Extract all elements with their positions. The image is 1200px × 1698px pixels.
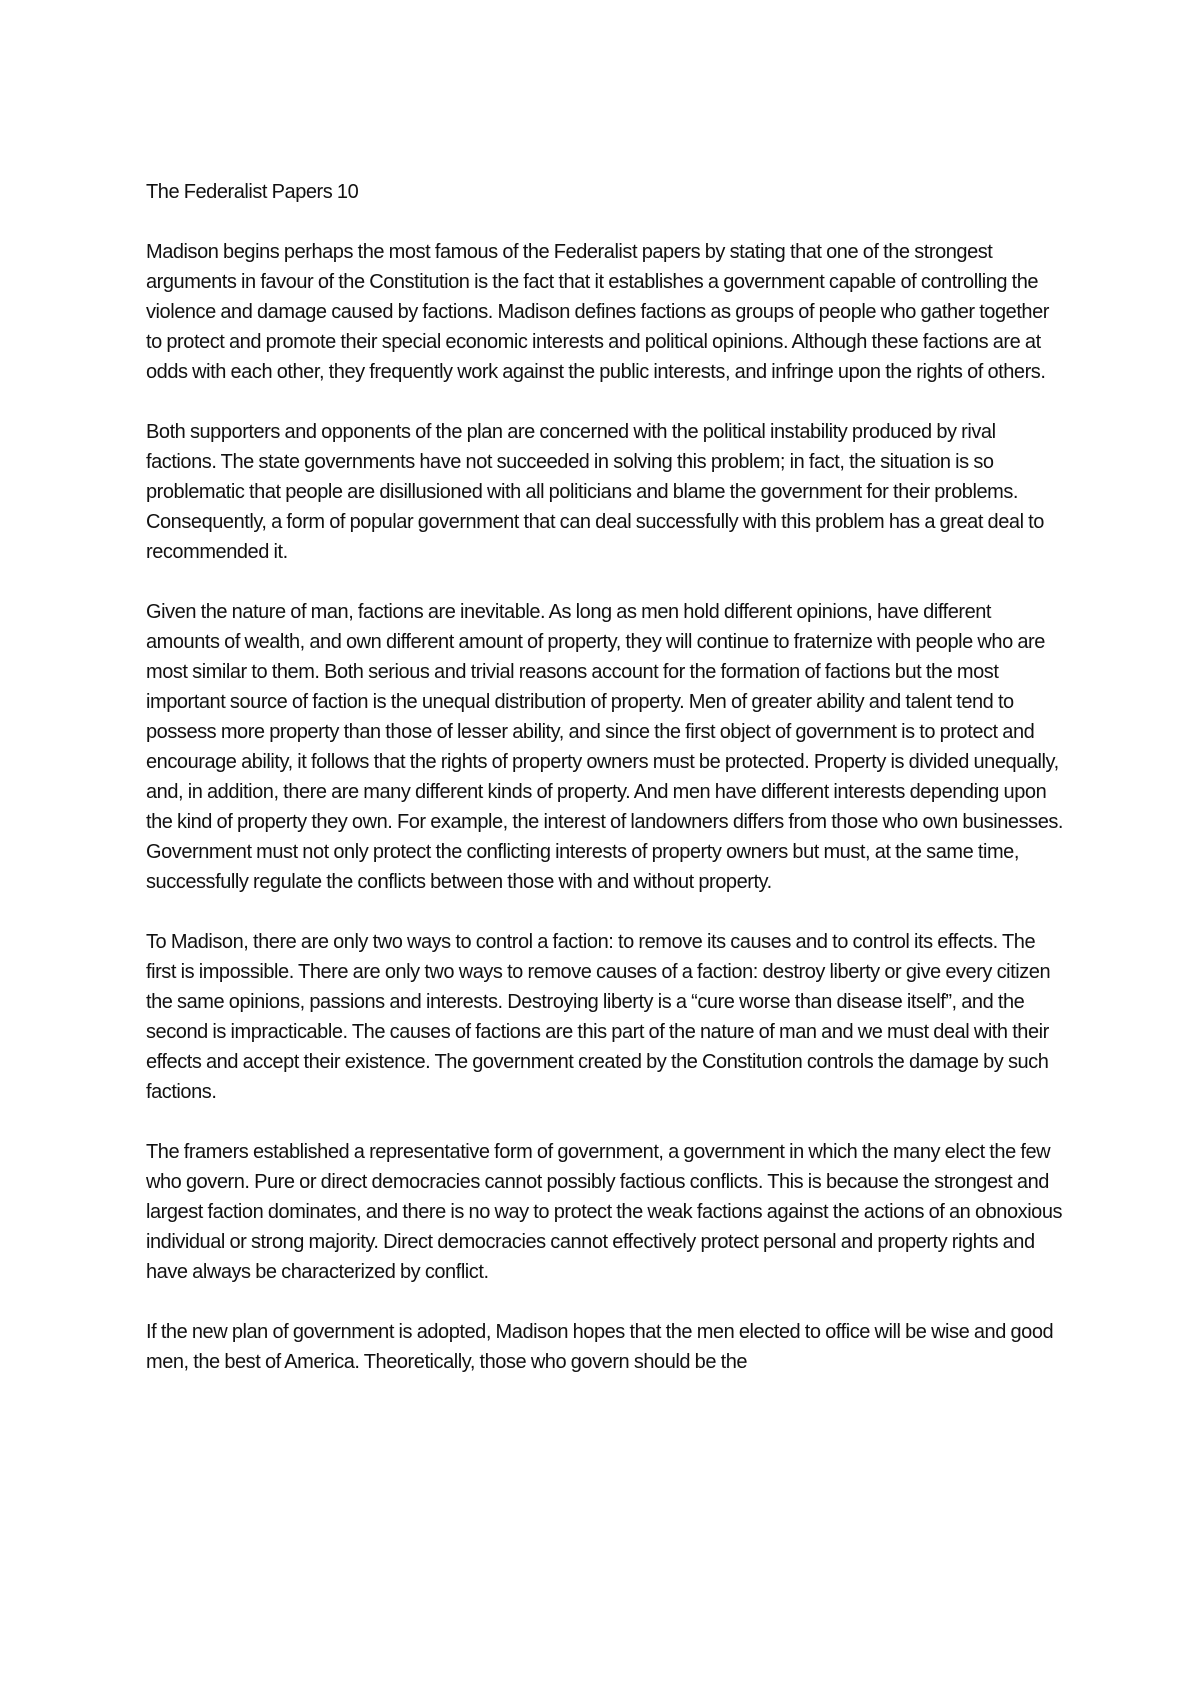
paragraph-2: Both supporters and opponents of the plan are concerned with the political instability produced by rival factions. The state governments have not succeeded in solving this problem; in fact, the situation is so problematic that people are disillusioned with all politicians and blame the government for their problems. Consequently, a form of popular government that can deal successfully with this problem has a great deal to recommended it. bbox=[146, 421, 1044, 563]
paragraph-1: Madison begins perhaps the most famous of the Federalist papers by stating that one of the strongest arguments in favour of the Constitution is the fact that it establishes a government capable of controlling the violence and damage caused by factions. Madison defines factions as groups of people who gather together to protect and promote their special economic interests and political opinions. Although these factions are at odds with each other, they frequently work against the public interests, and infringe upon the rights of others. bbox=[146, 241, 1049, 383]
paragraph-3: Given the nature of man, factions are inevitable. As long as men hold different opinions, have different amounts of wealth, and own different amount of property, they will continue to fraternize with people who are most similar to them. Both serious and trivial reasons account for the formation of factions but the most important source of faction is the unequal distribution of property. Men of greater ability and talent tend to possess more property than those of lesser ability, and since the first object of government is to protect and encourage ability, it follows that the rights of property owners must be protected. Property is divided unequally, and, in addition, there are many different kinds of property. And men have different interests depending upon the kind of property they own. For example, the interest of landowners differs from those who own businesses. Government must not only protect the conflicting interests of property owners but must, at the same time, successfully regulate the conflicts between those with and without property. bbox=[146, 601, 1064, 893]
document-body bbox=[146, 177, 1066, 1407]
paragraph-6: If the new plan of government is adopted, Madison hopes that the men elected to office will be wise and good men, the best of America. Theoretically, those who govern should be the bbox=[146, 1321, 1054, 1373]
paragraph-4: To Madison, there are only two ways to control a faction: to remove its causes and to control its effects. The first is impossible. There are only two ways to remove causes of a faction: destroy liberty or give every citizen the same opinions, passions and interests. Destroying liberty is a “cure worse than disease itself”, and the second is impracticable. The causes of factions are this part of the nature of man and we must deal with their effects and accept their existence. The government created by the Constitution controls the damage by such factions. bbox=[146, 931, 1051, 1103]
paragraph-5: The framers established a representative form of government, a government in which the many elect the few who govern. Pure or direct democracies cannot possibly factious conflicts. This is because the strongest and largest faction dominates, and there is no way to protect the weak factions against the actions of an obnoxious individual or strong majority. Direct democracies cannot effectively protect personal and property rights and have always be characterized by conflict. bbox=[146, 1141, 1063, 1283]
document-title: The Federalist Papers 10 bbox=[146, 181, 359, 203]
